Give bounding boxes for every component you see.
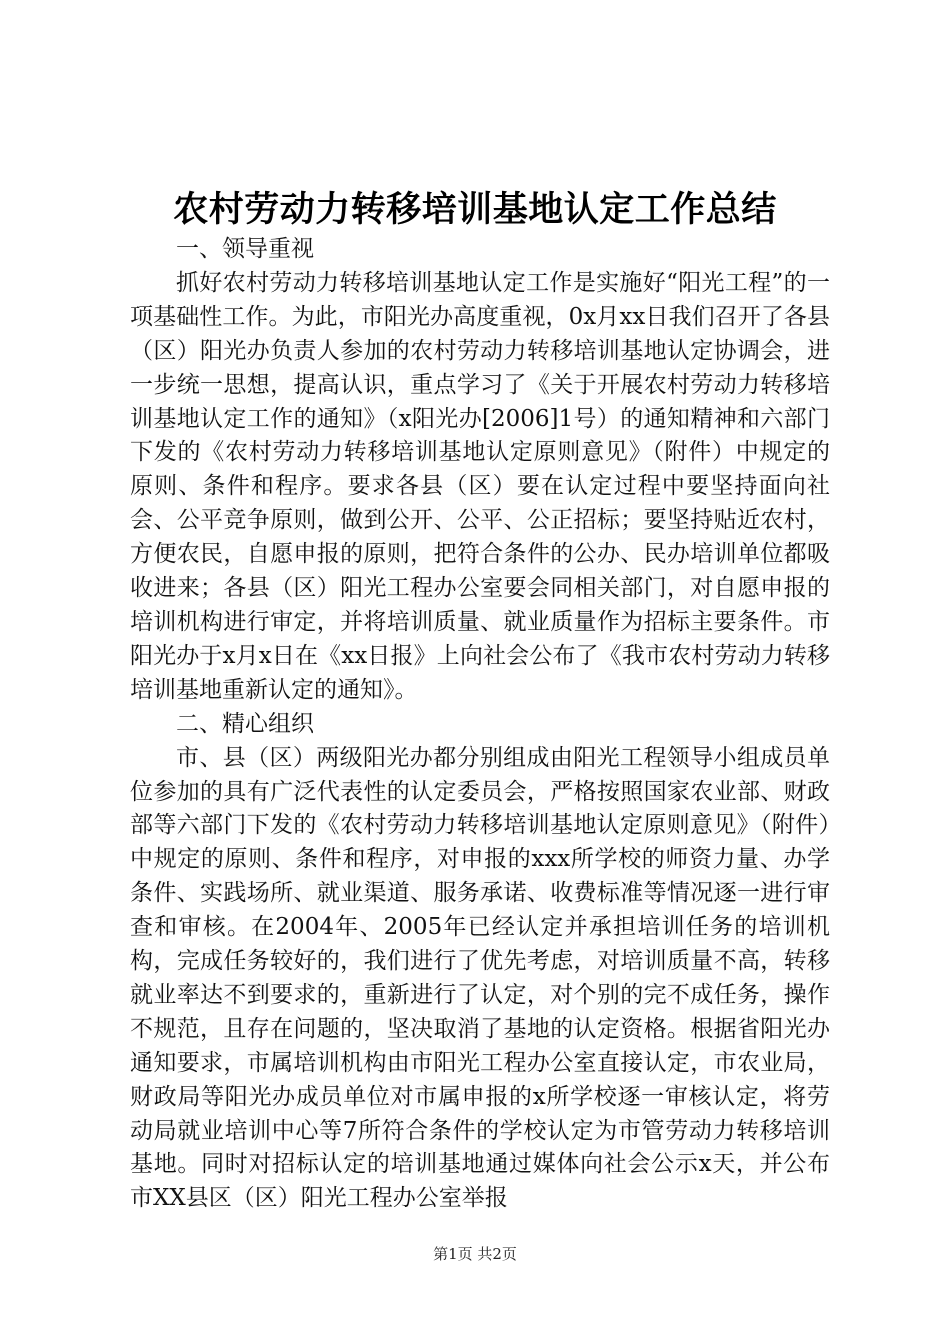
- page-footer: 第1页 共2页: [433, 1245, 517, 1263]
- section-heading-2: 二、精心组织: [176, 710, 314, 737]
- section-paragraph-2: 市、县（区）两级阳光办都分别组成由阳光工程领导小组成员单位参加的具有广泛代表性的认定委员会，严格按照国家农业部、财政部等六部门下发的《农村劳动力转移培训基地认定原则意见》（附件）中规定的原则、条件和程序，对申报的xxx所学校的师资力量、办学条件、实践场所、就业渠道、服务承诺、收费标准等情况逐一进行审查和审核。在2004年、2005年已经认定并承担培训任务的培训机构，完成任务较好的，我们进行了优先考虑，对培训质量不高，转移就业率达不到要求的，重新进行了认定，对个别的完不成任务，操作不规范，且存在问题的，坚决取消了基地的认定资格。根据省阳光办通知要求，市属培训机构由市阳光工程办公室直接认定，市农业局，财政局等阳光办成员单位对市属申报的x所学校逐一审核认定，将劳动局就业培训中心等7所符合条件的学校认定为市管劳动力转移培训基地。同时对招标认定的培训基地通过媒体向社会公示x天，并公布市XX县区（区）阳光工程办公室举报: [130, 744, 830, 1212]
- section-paragraph-1: 抓好农村劳动力转移培训基地认定工作是实施好“阳光工程”的一项基础性工作。为此，市阳光办高度重视，0x月xx日我们召开了各县（区）阳光办负责人参加的农村劳动力转移培训基地认定协调会，进一步统一思想，提高认识，重点学习了《关于开展农村劳动力转移培训基地认定工作的通知》（x阳光办[2006]1号）的通知精神和六部门下发的《农村劳动力转移培训基地认定原则意见》（附件）中规定的原则、条件和程序。要求各县（区）要在认定过程中要坚持面向社会、公平竞争原则，做到公开、公平、公正招标；要坚持贴近农村，方便农民，自愿申报的原则，把符合条件的公办、民办培训单位都吸收进来；各县（区）阳光工程办公室要会同相关部门，对自愿申报的培训机构进行审定，并将培训质量、就业质量作为招标主要条件。市阳光办于x月x日在《xx日报》上向社会公布了《我市农村劳动力转移培训基地重新认定的通知》。: [130, 269, 830, 703]
- document-title: 农村劳动力转移培训基地认定工作总结: [173, 189, 777, 230]
- document-body: [130, 233, 830, 1216]
- section-heading-1: 一、领导重视: [176, 236, 314, 262]
